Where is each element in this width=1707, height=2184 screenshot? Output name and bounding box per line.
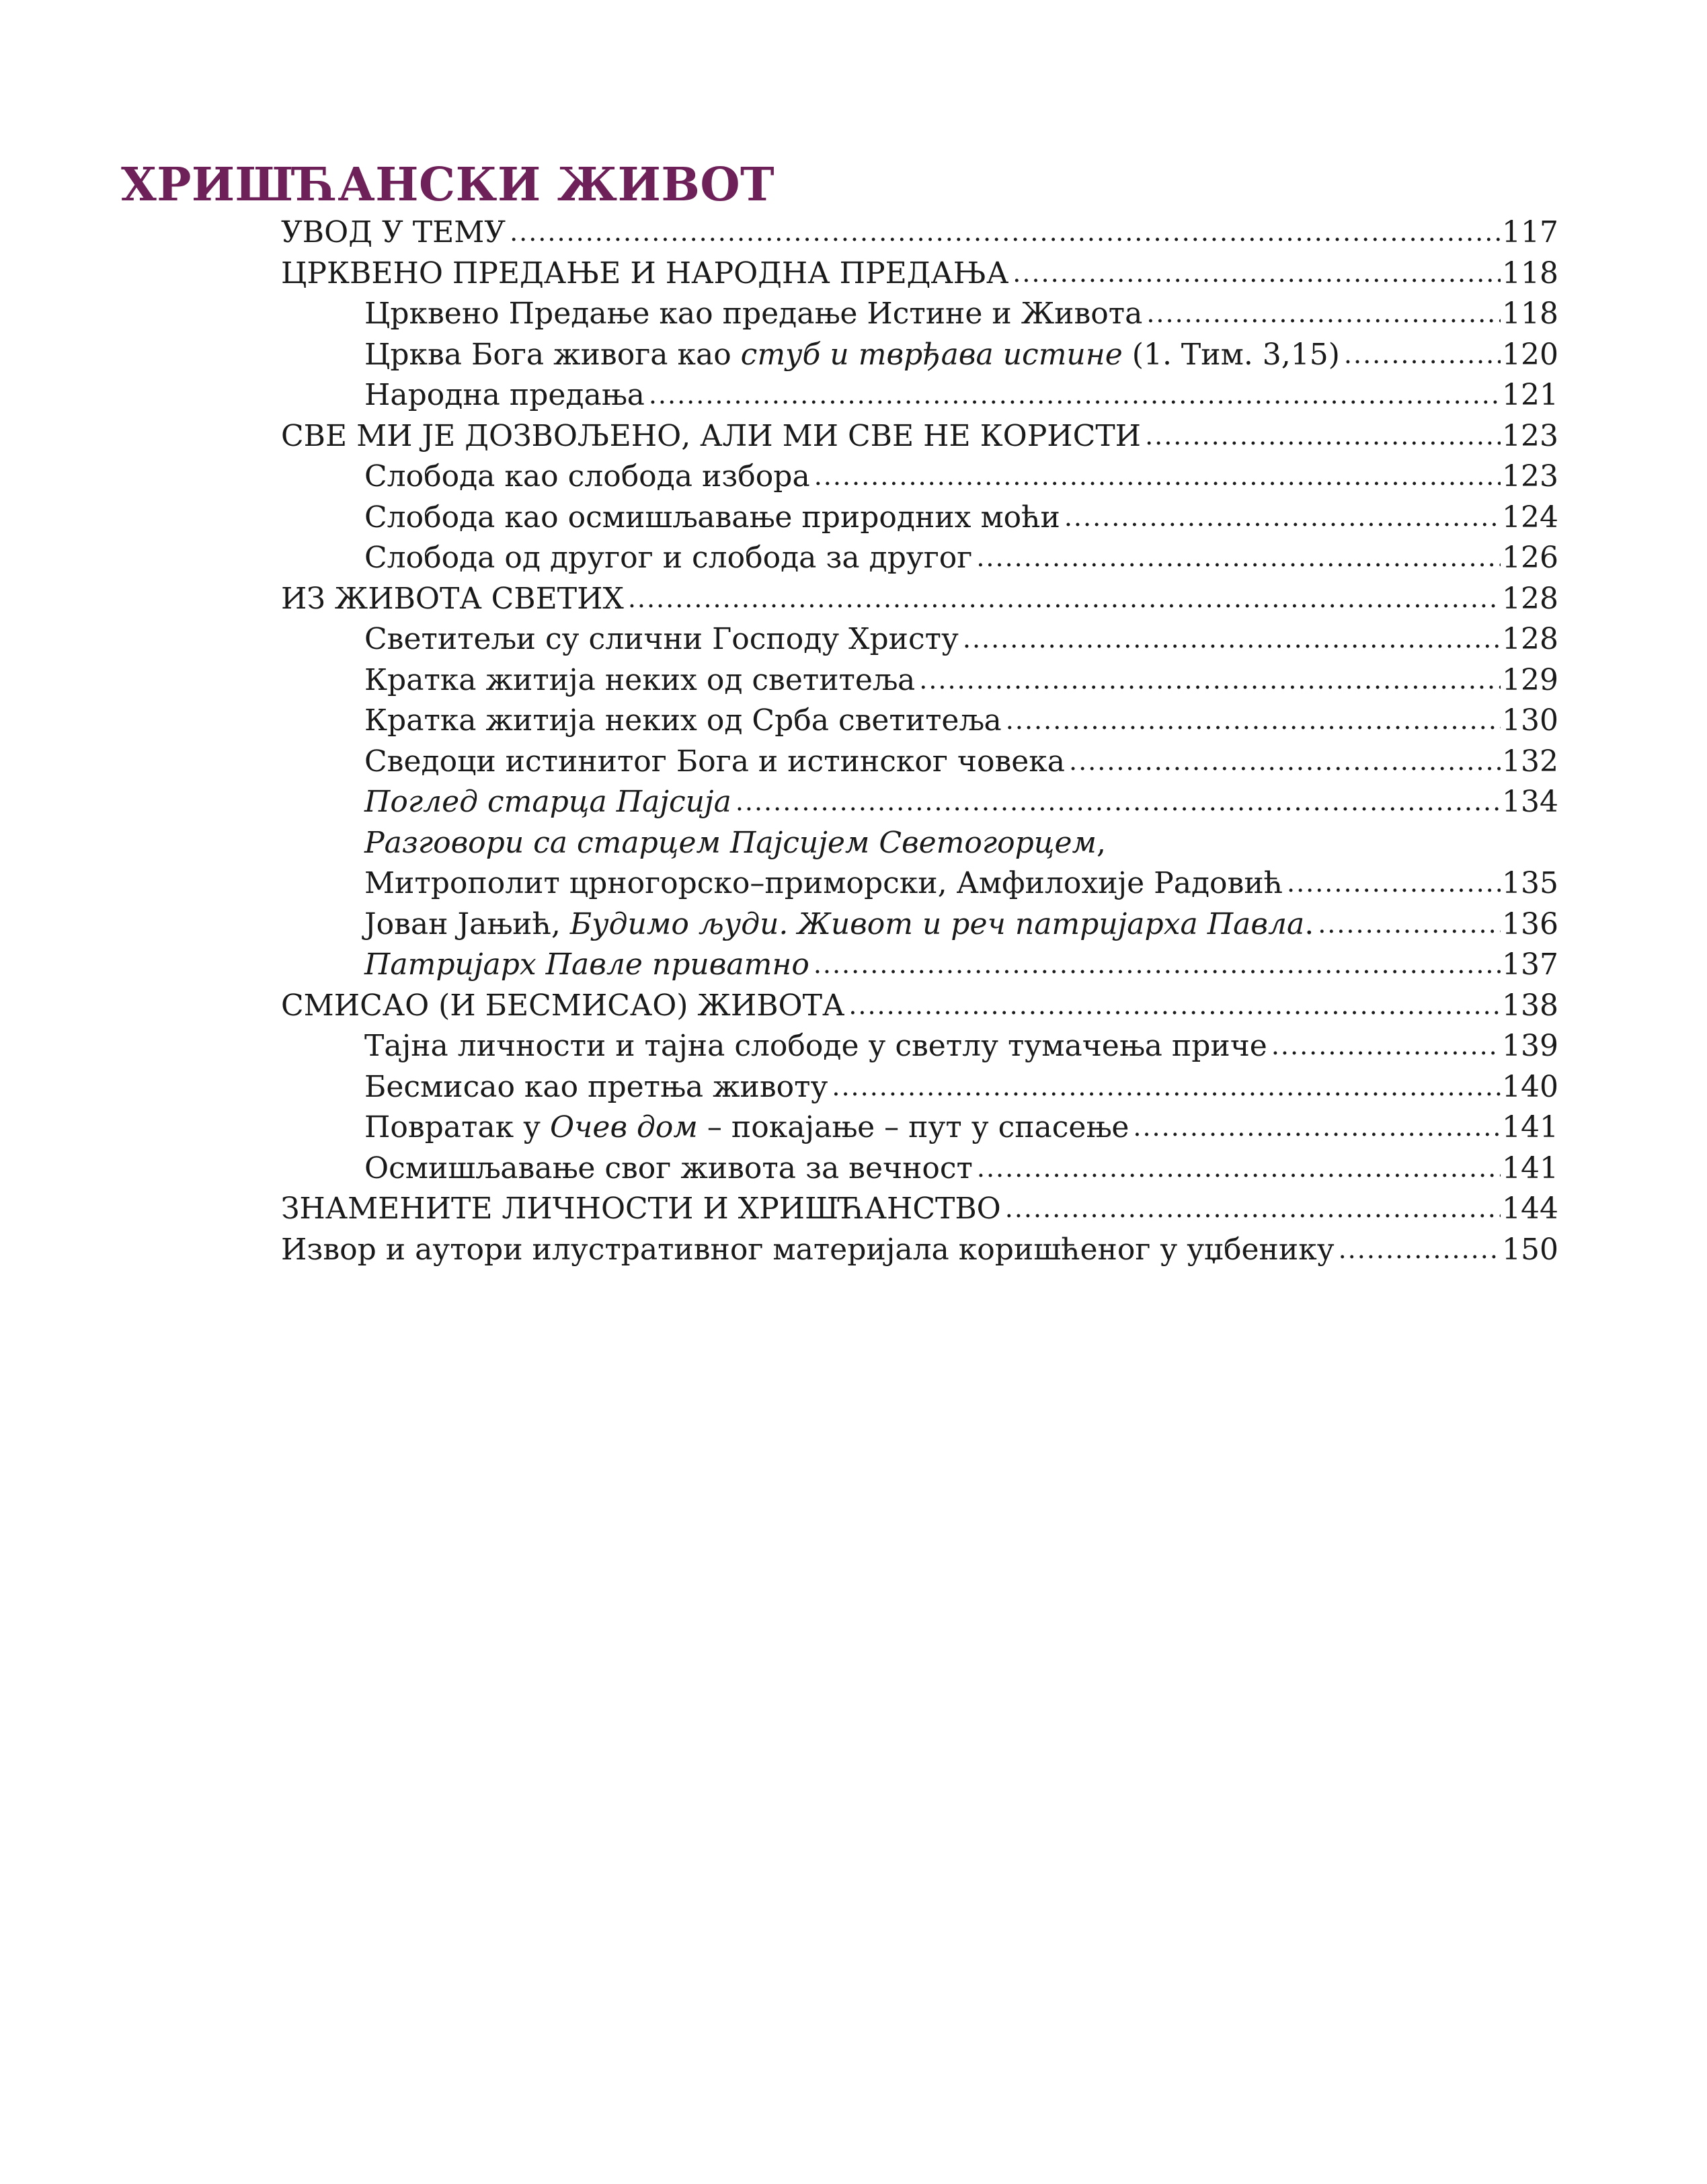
toc-entry-title-part: Патријарх Павле приватно — [364, 947, 809, 982]
toc-leader-dots — [1344, 334, 1501, 375]
toc-entry-row[interactable] — [281, 1026, 1558, 1067]
toc-page-number: 118 — [1502, 297, 1558, 331]
toc-leader-dots — [814, 455, 1501, 497]
toc-entry-title-part: Народна предања — [364, 378, 645, 412]
toc-entry-title-part: . — [1304, 906, 1314, 941]
toc-page-number: 150 — [1502, 1232, 1558, 1267]
toc-entry-title-part: СВЕ МИ ЈЕ ДОЗВОЉЕНО, АЛИ МИ СВЕ НЕ КОРИСТИ — [281, 418, 1142, 453]
toc-entry-row[interactable] — [281, 457, 1558, 498]
toc-entry-row[interactable] — [281, 904, 1558, 945]
toc-entry-title-part: Слобода као осмишљавање природних моћи — [364, 500, 1060, 535]
toc-entry-title — [364, 457, 810, 498]
toc-entry-title-part: Тајна личности и тајна слободе у светлу тумачења приче — [364, 1029, 1267, 1063]
toc-entry-title-part: ИЗ ЖИВОТА СВЕТИХ — [281, 581, 624, 616]
toc-entry-title — [281, 986, 844, 1027]
toc-leader-dots — [1006, 699, 1501, 741]
toc-entry-title — [364, 742, 1065, 783]
toc-page-number: 141 — [1502, 1150, 1558, 1185]
toc-chapter-row[interactable] — [281, 986, 1558, 1027]
toc-entry-row[interactable] — [281, 1067, 1558, 1108]
toc-entry-title-part: ЦРКВЕНО ПРЕДАЊЕ И НАРОДНА ПРЕДАЊА — [281, 256, 1009, 290]
toc-leader-dots — [832, 1066, 1501, 1107]
toc-page-number: 138 — [1502, 988, 1558, 1023]
toc-page-number: 137 — [1502, 947, 1558, 982]
toc-entry-row[interactable] — [281, 498, 1558, 539]
toc-entry-title — [364, 538, 972, 579]
toc-page-number: 123 — [1502, 418, 1558, 453]
toc-page-number: 124 — [1502, 500, 1558, 535]
toc-page-number: 136 — [1502, 906, 1558, 941]
toc-entry-title-part: , — [1097, 825, 1106, 860]
toc-page-number: 135 — [1502, 866, 1558, 900]
toc-entry-title-part: Будимо људи. Живот и реч патријарха Павла — [569, 906, 1305, 941]
toc-entry-title-part: Повратак у — [364, 1110, 550, 1144]
toc-page-number: 117 — [1502, 215, 1558, 249]
toc-entry-title — [281, 1230, 1335, 1271]
toc-entry-title — [364, 1067, 828, 1108]
toc-entry-title — [364, 863, 1283, 904]
toc-page-number: 121 — [1502, 378, 1558, 412]
toc-leader-dots — [1146, 292, 1501, 334]
toc-chapter-row[interactable] — [281, 416, 1558, 457]
toc-leader-dots — [510, 211, 1501, 253]
toc-page-number: 128 — [1502, 581, 1558, 616]
toc-entry-title — [364, 498, 1060, 539]
toc-page-number: 120 — [1502, 337, 1558, 372]
toc-entry-title-part: Црква Бога живога као — [364, 337, 741, 372]
toc-entry-title-part: Бесмисао као претња животу — [364, 1069, 828, 1104]
toc-entry-title — [364, 619, 959, 660]
toc-entry-title-part: УВОД У ТЕМУ — [281, 215, 506, 249]
toc-entry-title — [281, 212, 506, 254]
toc-entry-row[interactable] — [281, 863, 1558, 904]
toc-entry-row[interactable] — [281, 660, 1558, 701]
toc-entry-title — [364, 294, 1142, 335]
toc-entry-title-part: Митрополит црногорско–приморски, Амфилохије Радовић — [364, 866, 1283, 900]
toc-entry-title-part: Светитељи су слични Господу Христу — [364, 622, 959, 656]
toc-leader-dots — [977, 1147, 1501, 1189]
toc-entry-row[interactable] — [281, 375, 1558, 416]
toc-entry-title-part: Сведоци истинитог Бога и истинског човека — [364, 744, 1065, 779]
toc-entry-title — [364, 904, 1314, 945]
toc-entry-row[interactable] — [281, 823, 1558, 864]
toc-page-number: 132 — [1502, 744, 1558, 779]
toc-chapter-row[interactable] — [281, 579, 1558, 620]
toc-chapter-row[interactable] — [281, 1230, 1558, 1271]
toc-leader-dots — [963, 618, 1501, 660]
toc-entry-row[interactable] — [281, 619, 1558, 660]
toc-leader-dots — [1339, 1228, 1501, 1270]
toc-page-number: 140 — [1502, 1069, 1558, 1104]
toc-page-number: 128 — [1502, 622, 1558, 656]
toc-entry-title-part: Јован Јањић, — [364, 906, 570, 941]
toc-entry-title-part: ЗНАМЕНИТЕ ЛИЧНОСТИ И ХРИШЋАНСТВО — [281, 1192, 1001, 1226]
toc-chapter-row[interactable] — [281, 1189, 1558, 1230]
toc-entry-title-part: (1. Тим. 3,15) — [1122, 337, 1340, 372]
toc-entry-title — [364, 375, 645, 416]
toc-page-number: 139 — [1502, 1029, 1558, 1063]
toc-entry-title-part: Осмишљавање свог живота за вечност — [364, 1150, 973, 1185]
toc-page-number: 130 — [1502, 703, 1558, 738]
toc-leader-dots — [628, 578, 1501, 619]
toc-leader-dots — [919, 659, 1501, 701]
toc-page-number: 123 — [1502, 459, 1558, 494]
toc-leader-dots — [1318, 903, 1501, 945]
toc-entry-title-part: стуб и тврђава истине — [740, 337, 1123, 372]
toc-leader-dots — [848, 984, 1501, 1026]
toc-entry-row[interactable] — [281, 335, 1558, 376]
table-of-contents — [281, 212, 1558, 1270]
toc-entry-row[interactable] — [281, 782, 1558, 823]
toc-leader-dots — [1005, 1187, 1501, 1229]
toc-entry-row[interactable] — [281, 1148, 1558, 1190]
toc-entry-title — [364, 1107, 1129, 1148]
toc-page-number: 129 — [1502, 662, 1558, 697]
toc-entry-row[interactable] — [281, 1107, 1558, 1148]
toc-entry-title-part: Слобода од другог и слобода за другог — [364, 541, 973, 575]
toc-leader-dots — [1133, 1106, 1501, 1148]
toc-entry-title — [281, 254, 1008, 295]
toc-page-number: 144 — [1502, 1192, 1558, 1226]
toc-entry-title — [281, 579, 624, 620]
toc-entry-title-part: Црквено Предање као предање Истине и Живота — [364, 297, 1143, 331]
toc-entry-title — [364, 782, 731, 823]
toc-leader-dots — [736, 781, 1501, 822]
toc-leader-dots — [1013, 252, 1501, 294]
toc-entry-row[interactable] — [281, 538, 1558, 579]
toc-entry-title-part: СМИСАО (И БЕСМИСАО) ЖИВОТА — [281, 988, 845, 1023]
toc-page-number: 126 — [1502, 541, 1558, 575]
toc-entry-title — [364, 335, 1340, 376]
toc-entry-title-part: Слобода као слобода избора — [364, 459, 810, 494]
toc-entry-title-part: Извор и аутори илустративног материјала коришћеног у уџбенику — [281, 1232, 1335, 1267]
toc-entry-title-part: Разговори са старцем Пајсијем Светогорцем — [364, 825, 1097, 860]
toc-entry-title — [281, 1189, 1001, 1230]
toc-page-number: 141 — [1502, 1110, 1558, 1144]
toc-leader-dots — [1064, 496, 1501, 538]
toc-entry-title — [364, 1148, 973, 1190]
toc-entry-title-part: Кратка житија неких од светитеља — [364, 662, 916, 697]
toc-leader-dots — [649, 374, 1501, 416]
toc-entry-row[interactable] — [281, 742, 1558, 783]
toc-entry-title-part: Кратка житија неких од Срба светитеља — [364, 703, 1002, 738]
toc-entry-row[interactable] — [281, 294, 1558, 335]
toc-entry-title-part: Поглед старца Пајсија — [364, 785, 731, 819]
toc-leader-dots — [1145, 415, 1501, 457]
toc-entry-row[interactable] — [281, 945, 1558, 986]
toc-entry-title — [364, 1026, 1267, 1067]
toc-leader-dots — [1069, 740, 1501, 782]
toc-entry-title-part: – покајање – пут у спасење — [697, 1110, 1129, 1144]
toc-leader-dots — [976, 537, 1501, 578]
toc-page-number: 118 — [1502, 256, 1558, 290]
toc-chapter-row[interactable] — [281, 212, 1558, 254]
toc-entry-title — [364, 701, 1002, 742]
toc-leader-dots — [1287, 862, 1501, 904]
toc-leader-dots — [813, 943, 1501, 985]
toc-chapter-row[interactable] — [281, 254, 1558, 295]
toc-leader-dots — [1271, 1025, 1501, 1066]
toc-page-number: 134 — [1502, 785, 1558, 819]
toc-entry-title — [364, 823, 1106, 864]
toc-entry-title — [364, 660, 915, 701]
toc-entry-title — [364, 945, 809, 986]
toc-entry-row[interactable] — [281, 701, 1558, 742]
toc-entry-title-part: Очев дом — [549, 1110, 698, 1144]
toc-entry-title — [281, 416, 1141, 457]
section-title: ХРИШЋАНСКИ ЖИВОТ — [121, 158, 775, 212]
